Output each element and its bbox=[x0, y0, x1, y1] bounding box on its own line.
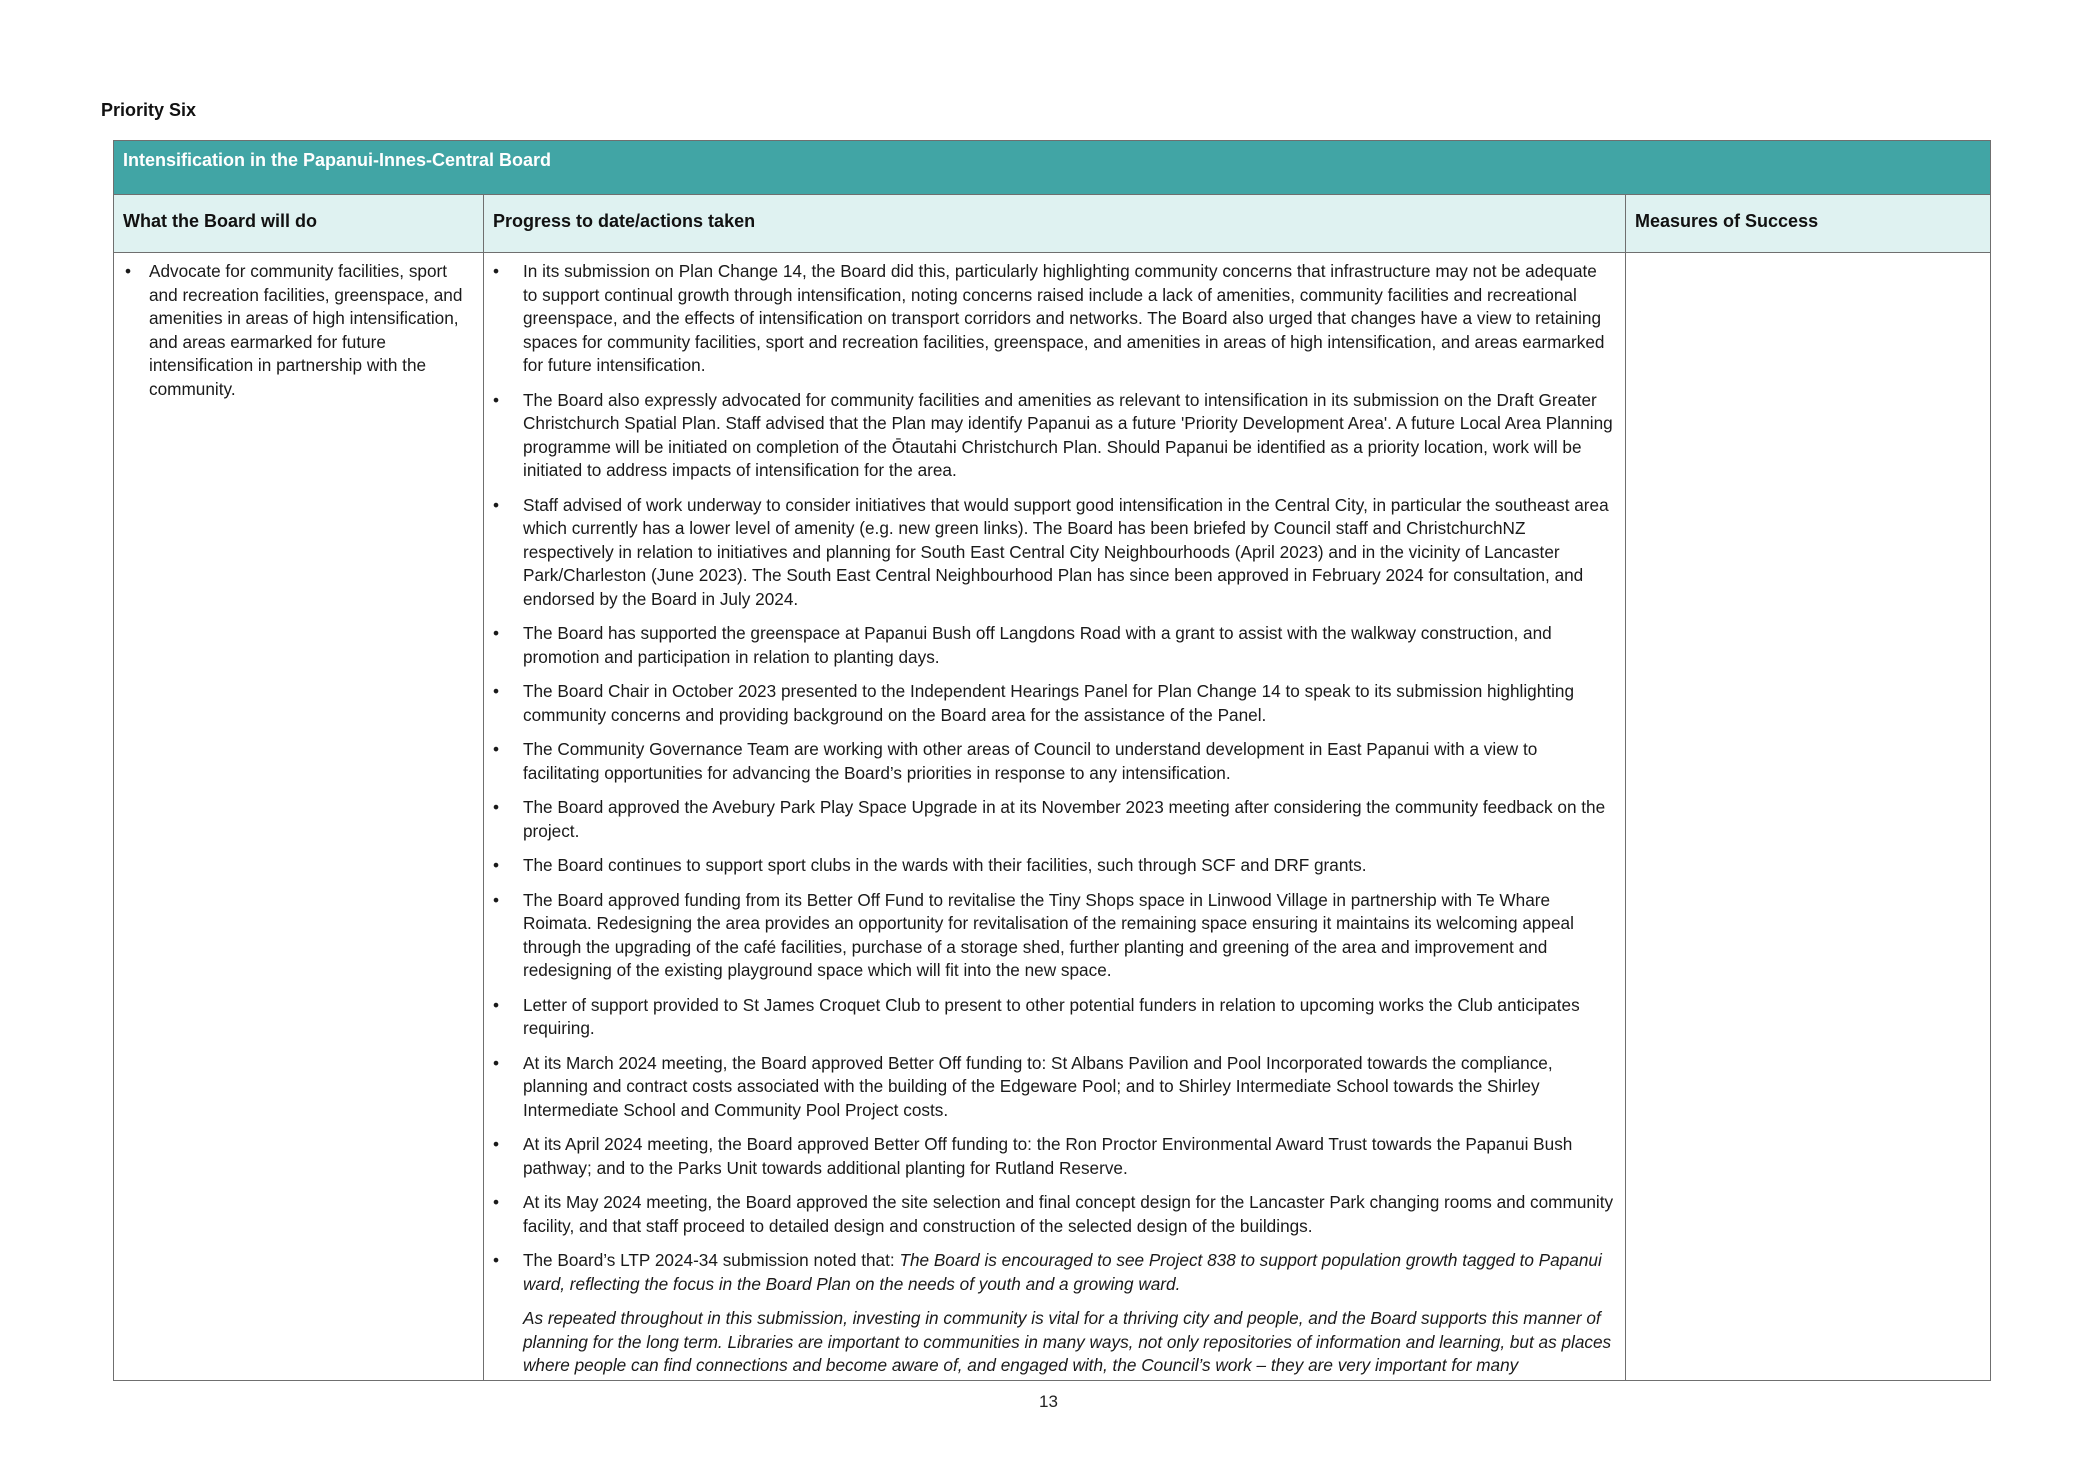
header-measures-of-success: Measures of Success bbox=[1635, 211, 1819, 231]
progress-list bbox=[493, 260, 1615, 1296]
list-item bbox=[493, 796, 1615, 843]
priority-table bbox=[113, 140, 1991, 1381]
progress-text: The Board approved the Avebury Park Play Space Upgrade in at its November 2023 meeting after considering the community feedback on the project. bbox=[523, 797, 1606, 841]
list-item bbox=[493, 738, 1615, 785]
will-do-text: Advocate for community facilities, sport and recreation facilities, greenspace, and amenities in areas of high intensification, and areas earmarked for future intensification in partnership with the community. bbox=[149, 261, 463, 399]
progress-text: The Board approved funding from its Better Off Fund to revitalise the Tiny Shops space in Linwood Village in partnership with Te Whare Roimata. Redesigning the area provides an opportunity for revitalisation of the remaining space ensuring it maintains its welcoming appeal through the upgrading of the café facilities, purchase of a storage shed, further planting and greening of the area and improvement and redesigning of the existing playground space which will fit into the new space. bbox=[523, 889, 1574, 980]
list-item bbox=[493, 994, 1615, 1041]
progress-text: The Board continues to support sport clubs in the wards with their facilities, such through SCF and DRF grants. bbox=[523, 855, 1367, 875]
section-heading: Priority Six bbox=[101, 100, 197, 120]
header-progress: Progress to date/actions taken bbox=[484, 195, 1626, 252]
bullet-icon: • bbox=[493, 1250, 500, 1270]
bullet-icon: • bbox=[493, 261, 500, 281]
progress-cell bbox=[484, 253, 1626, 1381]
list-item bbox=[493, 1052, 1615, 1123]
list-item bbox=[493, 494, 1615, 612]
progress-text: At its March 2024 meeting, the Board approved Better Off funding to: St Albans Pavilion and Pool Incorporated towards the compliance, planning and contract costs associated with the building of the Edgeware Pool; and to Shirley Intermediate School towards the Shirley Intermediate School and Community Pool Project costs. bbox=[523, 1052, 1553, 1120]
bullet-icon: • bbox=[493, 889, 500, 910]
progress-text: In its submission on Plan Change 14, the Board did this, particularly highlighting community concerns that infrastructure may not be adequate to support continual growth through intensification, noting concerns raised include a lack of amenities, community facilities and recreational greenspace, and the effects of intensification on transport corridors and networks. The Board also urged that changes have a view to retaining spaces for community facilities, sport and recreation facilities, greenspace, and amenities in areas of high intensification, and areas earmarked for future intensification. bbox=[523, 261, 1605, 375]
bullet-icon: • bbox=[493, 797, 500, 817]
progress-text: The Board Chair in October 2023 presented to the Independent Hearings Panel for Plan Change 14 to speak to its submission highlighting community concerns and providing background on the Board area for the assistance of the Panel. bbox=[523, 681, 1575, 725]
bullet-icon: • bbox=[493, 739, 500, 759]
bullet-icon: • bbox=[493, 681, 500, 701]
table-title: Intensification in the Papanui-Innes-Central Board bbox=[114, 141, 1990, 195]
measures-of-success-cell bbox=[1626, 253, 1990, 1381]
list-item bbox=[493, 260, 1615, 378]
will-do-cell bbox=[114, 253, 484, 1381]
ltp-quote-text: The Board is encouraged to see Project 838 to support population growth tagged to Papanui ward, reflecting the focus in the Board Plan on the needs of youth and a growing ward. bbox=[523, 1250, 1602, 1294]
list-item bbox=[493, 1191, 1615, 1238]
bullet-icon: • bbox=[493, 1052, 500, 1073]
progress-text: The Board has supported the greenspace at Papanui Bush off Langdons Road with a grant to assist with the walkway construction, and promotion and participation in relation to planting days. bbox=[523, 623, 1552, 667]
header-what-board-will-do: What the Board will do bbox=[114, 195, 484, 252]
ltp-lead-text: The Board’s LTP 2024-34 submission noted that: bbox=[523, 1250, 900, 1270]
will-do-list bbox=[123, 260, 475, 401]
list-item bbox=[493, 1249, 1615, 1296]
progress-text: The Community Governance Team are working with other areas of Council to understand development in East Papanui with a view to facilitating opportunities for advancing the Board’s priorities in response to any intensification. bbox=[523, 739, 1538, 783]
list-item bbox=[123, 260, 475, 401]
bullet-icon: • bbox=[493, 623, 500, 643]
list-item bbox=[493, 1133, 1615, 1180]
list-item bbox=[493, 854, 1615, 878]
progress-text: Letter of support provided to St James Croquet Club to present to other potential funders in relation to upcoming works the Club anticipates requiring. bbox=[523, 994, 1580, 1038]
list-item bbox=[493, 680, 1615, 727]
ltp-continuation-text: As repeated throughout in this submission, investing in community is vital for a thriving city and people, and the Board supports this manner of planning for the long term. Libraries are important to communities in many ways, not only repositories of information and learning, but as places where people can find connections and become aware of, and engaged with, the Council’s work – they are very important for many bbox=[523, 1308, 1612, 1375]
list-item bbox=[493, 889, 1615, 983]
list-item bbox=[493, 622, 1615, 669]
table-header-row bbox=[114, 195, 1990, 253]
bullet-icon: • bbox=[493, 1192, 500, 1212]
page-number: 13 bbox=[1039, 1392, 1058, 1411]
table-body-row bbox=[114, 253, 1990, 1381]
bullet-icon: • bbox=[493, 494, 500, 515]
bullet-icon: • bbox=[493, 1134, 500, 1154]
bullet-icon: • bbox=[493, 389, 500, 410]
progress-text: The Board also expressly advocated for community facilities and amenities as relevant to intensification in its submission on the Draft Greater Christchurch Spatial Plan. Staff advised that the Plan may identify Papanui as a future 'Priority Development Area'. A future Local Area Planning programme will be initiated on completion of the Ōtautahi Christchurch Plan. Should Papanui be identified as a priority location, work will be initiated to address impacts of intensification for the area. bbox=[523, 389, 1613, 480]
bullet-icon: • bbox=[125, 261, 132, 281]
bullet-icon: • bbox=[493, 994, 500, 1015]
list-item bbox=[493, 389, 1615, 483]
progress-text: Staff advised of work underway to consider initiatives that would support good intensification in the Central City, in particular the southeast area which currently has a lower level of amenity (e.g. new green links). The Board has been briefed by Council staff and ChristchurchNZ respectively in relation to initiatives and planning for South East Central City Neighbourhoods (April 2023) and in the vicinity of Lancaster Park/Charleston (June 2023). The South East Central Neighbourhood Plan has since been approved in February 2024 for consultation, and endorsed by the Board in July 2024. bbox=[523, 494, 1609, 609]
progress-text: At its May 2024 meeting, the Board approved the site selection and final concept design for the Lancaster Park changing rooms and community facility, and that staff proceed to detailed design and construction of the selected design of the buildings. bbox=[523, 1192, 1614, 1236]
progress-text: At its April 2024 meeting, the Board approved Better Off funding to: the Ron Proctor Environmental Award Trust towards the Papanui Bush pathway; and to the Parks Unit towards additional planting for Rutland Reserve. bbox=[523, 1134, 1573, 1178]
bullet-icon: • bbox=[493, 855, 500, 875]
